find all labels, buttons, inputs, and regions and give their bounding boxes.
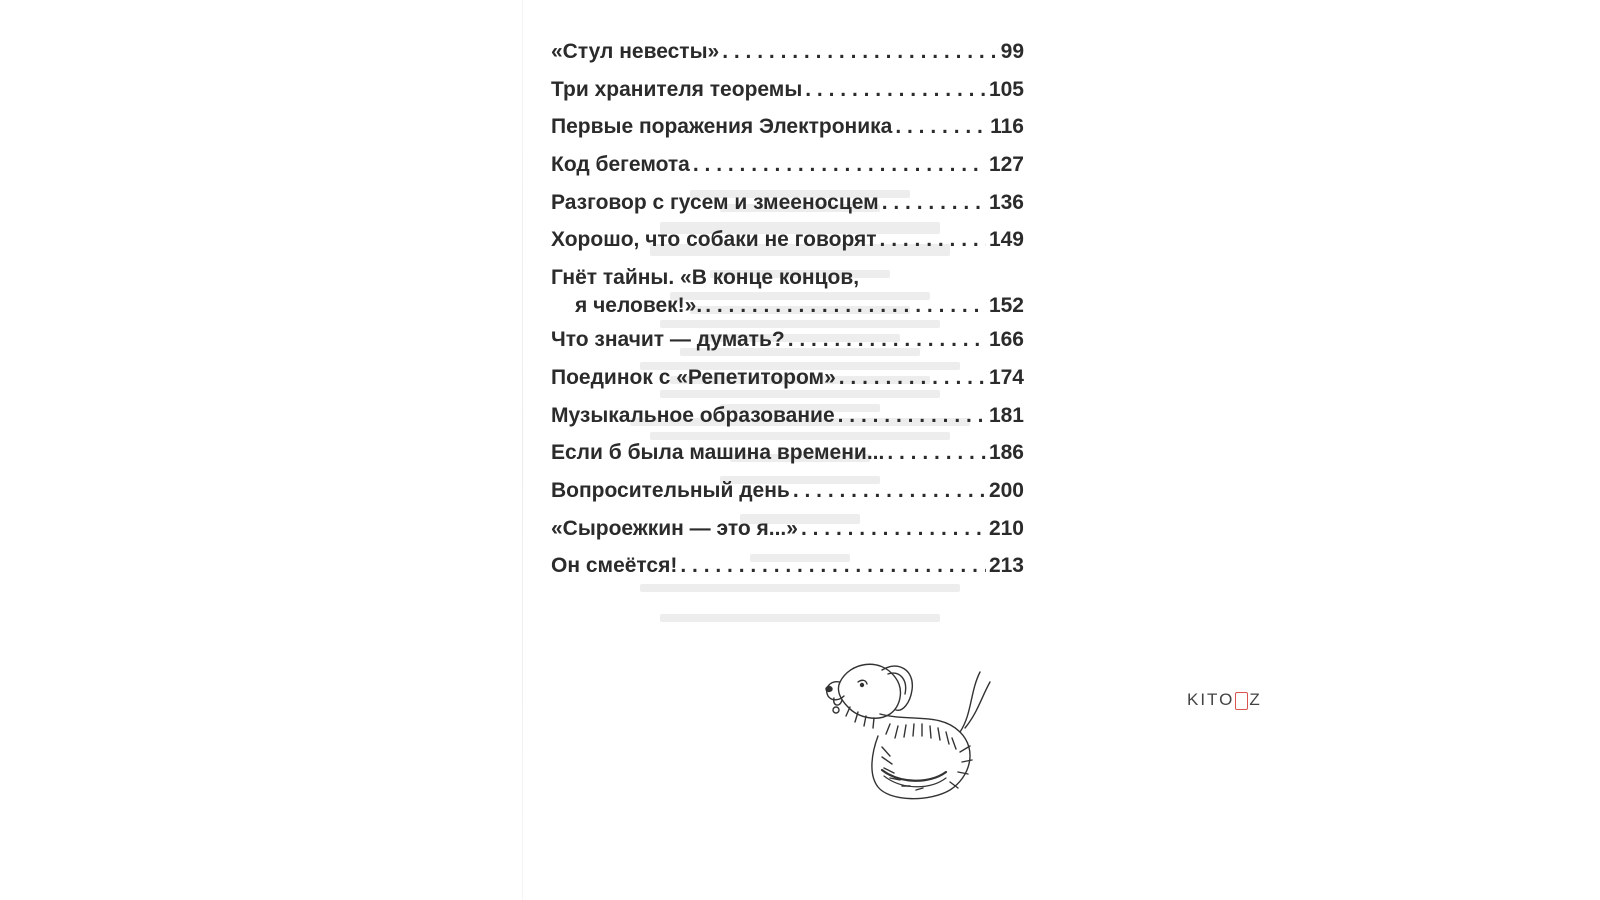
dot-leader xyxy=(680,552,986,580)
dot-leader xyxy=(887,439,986,467)
toc-entry[interactable] xyxy=(551,264,1024,326)
toc-entry-page: 186 xyxy=(988,441,1024,465)
watermark-left: KITO xyxy=(1187,690,1235,709)
toc-entry[interactable] xyxy=(551,76,1024,114)
toc-entry-page: 210 xyxy=(988,516,1024,540)
toc-entry[interactable] xyxy=(551,552,1024,590)
toc-entry-page: 152 xyxy=(988,294,1024,318)
toc-entry-title: Поединок с «Репетитором» xyxy=(551,365,836,389)
dog-sketch-illustration xyxy=(820,652,1000,812)
toc-entry-page: 127 xyxy=(988,153,1024,177)
toc-entry-title: Код бегемота xyxy=(551,153,690,177)
toc-entry-page: 105 xyxy=(988,77,1024,101)
watermark-book-icon xyxy=(1235,692,1248,710)
toc-entry[interactable] xyxy=(551,477,1024,515)
toc-entry[interactable] xyxy=(551,515,1024,553)
toc-entry-title: Три хранителя теоремы xyxy=(551,77,803,101)
toc-entry-title: Он смеётся! xyxy=(551,554,678,578)
toc-entry-page: 200 xyxy=(988,478,1024,502)
toc-entry-title-continued: я человек!». xyxy=(575,294,703,318)
toc-entry-title: Если б была машина времени... xyxy=(551,441,885,465)
toc-entry[interactable] xyxy=(551,151,1024,189)
toc-entry-title: «Сыроежкин — это я...» xyxy=(551,516,798,540)
dot-leader xyxy=(880,226,986,254)
dot-leader xyxy=(839,364,986,392)
toc-entry-title: Гнёт тайны. «В конце концов, xyxy=(551,266,860,290)
toc-entry[interactable] xyxy=(551,189,1024,227)
toc-entry-page: 181 xyxy=(988,403,1024,427)
toc-entry[interactable] xyxy=(551,364,1024,402)
dot-leader xyxy=(693,151,986,179)
dot-leader xyxy=(705,292,986,320)
dot-leader xyxy=(793,477,986,505)
dot-leader xyxy=(838,402,986,430)
toc-entry[interactable] xyxy=(551,226,1024,264)
toc-entry-page: 166 xyxy=(988,328,1024,352)
dot-leader xyxy=(895,113,987,141)
page-edge xyxy=(522,0,523,900)
toc-entry[interactable] xyxy=(551,402,1024,440)
toc-entry-page: 99 xyxy=(1000,40,1024,63)
toc-entry-page: 116 xyxy=(990,115,1024,139)
dot-leader xyxy=(788,326,986,354)
toc-entry-title: Музыкальное образование xyxy=(551,403,835,427)
toc-entry-title: «Стул невесты» xyxy=(551,40,720,63)
toc-entry[interactable] xyxy=(551,439,1024,477)
toc-entry-title: Разговор с гусем и змееносцем xyxy=(551,190,879,214)
toc-entry-title: Что значит — думать? xyxy=(551,328,785,352)
toc-entry[interactable] xyxy=(551,38,1024,76)
dot-leader xyxy=(805,76,986,104)
toc-entry[interactable] xyxy=(551,326,1024,364)
toc-entry-title: Первые поражения Электроника xyxy=(551,115,893,139)
dot-leader xyxy=(722,38,997,66)
table-of-contents xyxy=(551,38,1024,590)
toc-entry-page: 174 xyxy=(988,365,1024,389)
toc-entry-page: 213 xyxy=(988,554,1024,578)
toc-entry-title: Вопросительный день xyxy=(551,478,790,502)
toc-entry-title: Хорошо, что собаки не говорят xyxy=(551,228,877,252)
toc-entry[interactable] xyxy=(551,113,1024,151)
toc-entry-page: 149 xyxy=(988,228,1024,252)
dot-leader xyxy=(882,189,986,217)
dot-leader xyxy=(801,515,986,543)
watermark-right: Z xyxy=(1249,690,1262,709)
watermark xyxy=(1187,690,1262,710)
toc-entry-page: 136 xyxy=(988,190,1024,214)
